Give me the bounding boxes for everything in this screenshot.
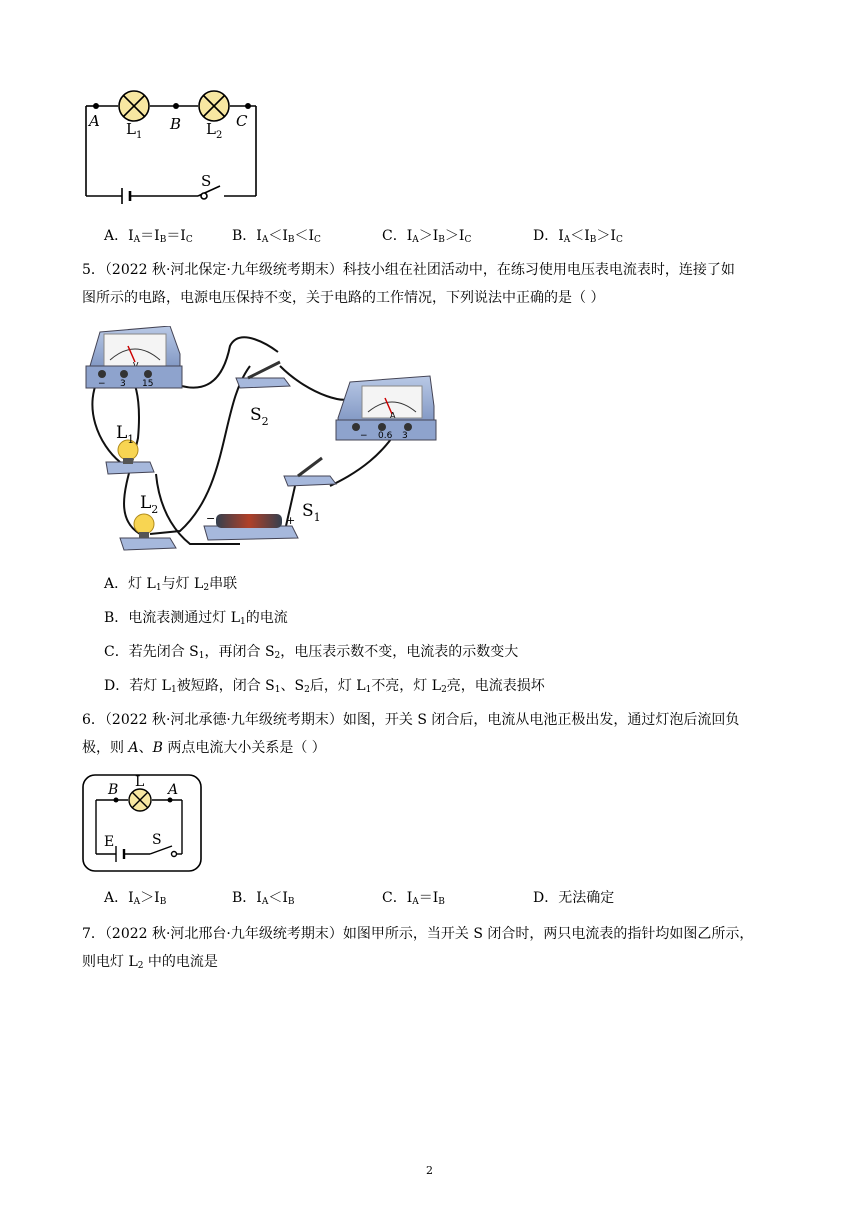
switch-s2-icon xyxy=(236,362,290,428)
lamp-icon xyxy=(129,789,151,811)
node-label-a: A xyxy=(89,112,100,130)
svg-text:−: − xyxy=(206,512,216,525)
svg-text:15: 15 xyxy=(142,379,154,389)
battery-e-icon xyxy=(116,846,124,862)
voltmeter-icon xyxy=(86,326,182,389)
lamp-l1-icon xyxy=(119,91,149,121)
svg-text:L: L xyxy=(135,774,145,790)
label-l1: $L_1$ xyxy=(126,120,143,141)
ammeter-icon xyxy=(336,376,436,441)
label-l2: $L_2$ xyxy=(206,120,223,141)
svg-text:3: 3 xyxy=(120,379,126,389)
q6-option-c[interactable]: C．$I_A=I_B$ xyxy=(382,890,445,907)
q6-option-b[interactable]: B．$I_A<I_B$ xyxy=(232,890,295,907)
q5-circuit-illustration xyxy=(80,326,440,556)
q5-stem xyxy=(82,256,782,312)
series-circuit-diagram xyxy=(80,88,270,206)
page-number: 2 xyxy=(426,1164,433,1177)
svg-text:S: S xyxy=(152,832,162,848)
battery-pack-icon xyxy=(204,512,298,540)
svg-text:0.6: 0.6 xyxy=(378,431,393,441)
q7-line2: 则电灯 $L_2$ 中的电流是 xyxy=(82,954,218,971)
svg-text:S1: $S_1$ xyxy=(302,501,321,524)
q7-line1: 7．（2022 秋·河北邢台·九年级统考期末）如图甲所示，当开关 S 闭合时，两只电流表的指针均如图乙所示， xyxy=(82,926,754,942)
bulb-l1-icon xyxy=(106,423,154,474)
svg-text:+: + xyxy=(286,514,296,527)
svg-text:A: A xyxy=(168,782,179,798)
node-label-c: C xyxy=(236,112,248,130)
svg-text:E: E xyxy=(104,834,115,850)
q4-option-a[interactable]: A．$I_A=I_B=I_C$ xyxy=(104,228,193,245)
q4-option-b[interactable]: B．$I_A<I_B<I_C$ xyxy=(232,228,321,245)
svg-text:L1: $L_1$ xyxy=(116,423,135,446)
q6-circuit-diagram xyxy=(82,774,204,874)
q7-stem xyxy=(82,920,782,980)
q6-line2: 极，则 A、B 两点电流大小关系是（ ） xyxy=(82,740,326,756)
q5-option-b[interactable]: B．电流表测通过灯 $L_1$的电流 xyxy=(104,610,288,627)
svg-text:B: B xyxy=(108,782,119,798)
q5-line2: 图所示的电路，电源电压保持不变，关于电路的工作情况，下列说法中正确的是（ ） xyxy=(82,290,605,306)
q4-option-d[interactable]: D．$I_A<I_B>I_C$ xyxy=(533,228,623,245)
svg-text:L2: $L_2$ xyxy=(140,493,159,516)
q5-option-a[interactable]: A．灯 $L_1$与灯 $L_2$串联 xyxy=(104,576,238,593)
svg-text:A: A xyxy=(390,411,396,420)
label-s: S xyxy=(201,172,212,190)
q5-option-c[interactable]: C．若先闭合 $S_1$，再闭合 $S_2$，电压表示数不变，电流表的示数变大 xyxy=(104,644,519,661)
lamp-l2-icon xyxy=(199,91,229,121)
battery-icon xyxy=(122,188,130,204)
q4-option-c[interactable]: C．$I_A>I_B>I_C$ xyxy=(382,228,472,245)
q6-option-d[interactable]: D．无法确定 xyxy=(533,890,615,906)
q6-option-a[interactable]: A．$I_A>I_B$ xyxy=(104,890,167,907)
q6-stem xyxy=(82,706,782,762)
svg-text:S2: $S_2$ xyxy=(250,405,269,428)
svg-text:−: − xyxy=(360,431,368,441)
svg-text:−: − xyxy=(98,379,106,389)
svg-text:3: 3 xyxy=(402,431,408,441)
node-label-b: B xyxy=(170,115,182,133)
q6-line1: 6．（2022 秋·河北承德·九年级统考期末）如图，开关 S 闭合后，电流从电池正极出发，通过灯泡后流回负 xyxy=(82,712,740,728)
q5-line1: 5．（2022 秋·河北保定·九年级统考期末）科技小组在社团活动中，在练习使用电压表电流表时，连接了如 xyxy=(82,262,735,278)
q5-option-d[interactable]: D．若灯 $L_1$被短路，闭合 $S_1$、$S_2$后，灯 $L_1$不亮，灯 $L_2$亮，电流表损坏 xyxy=(104,678,545,695)
